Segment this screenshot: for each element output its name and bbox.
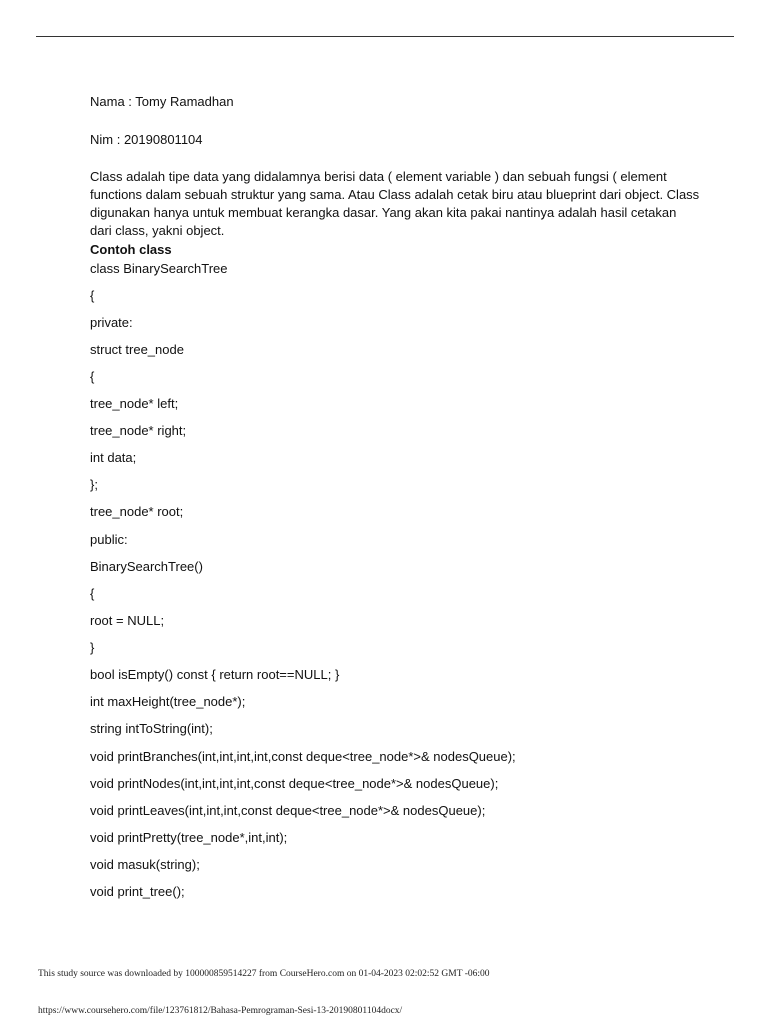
code-line: } xyxy=(90,640,95,655)
class-definition-paragraph: Class adalah tipe data yang didalamnya berisi data ( element variable ) dan sebuah fungsi ( element functions dalam sebuah struktur yang sama. Atau Class adalah cetak biru atau blueprint dari object. Class digunakan hanya untuk membuat kerangka dasar. Yang akan kita pakai nantinya adalah hasil cetakan dari class, yakni object. xyxy=(90,169,700,238)
code-line: void printBranches(int,int,int,int,const deque<tree_node*>& nodesQueue); xyxy=(90,749,516,764)
nim-line: Nim : 20190801104 xyxy=(90,132,203,147)
download-notice: This study source was downloaded by 100000859514227 from CourseHero.com on 01-04-2023 02:02:52 GMT -06:00 xyxy=(38,969,490,979)
code-line: public: xyxy=(90,532,128,547)
top-divider xyxy=(36,36,734,37)
code-line: }; xyxy=(90,477,98,492)
code-line: { xyxy=(90,369,95,384)
code-line: tree_node* left; xyxy=(90,396,179,411)
code-line: void printPretty(tree_node*,int,int); xyxy=(90,830,288,845)
code-line: struct tree_node xyxy=(90,342,184,357)
code-line: tree_node* right; xyxy=(90,423,187,438)
code-line: BinarySearchTree() xyxy=(90,559,203,574)
source-url: https://www.coursehero.com/file/123761812/Bahasa-Pemrograman-Sesi-13-20190801104docx/ xyxy=(38,1006,403,1016)
code-line: void printNodes(int,int,int,int,const deque<tree_node*>& nodesQueue); xyxy=(90,776,499,791)
example-heading: Contoh class xyxy=(90,242,172,257)
code-line: int data; xyxy=(90,450,137,465)
code-line: bool isEmpty() const { return root==NULL; } xyxy=(90,667,340,682)
code-line: private: xyxy=(90,315,133,330)
code-line: { xyxy=(90,586,95,601)
code-line: root = NULL; xyxy=(90,613,165,628)
code-line: void printLeaves(int,int,int,const deque<tree_node*>& nodesQueue); xyxy=(90,803,486,818)
code-line: void print_tree(); xyxy=(90,884,185,899)
code-line: void masuk(string); xyxy=(90,857,200,872)
code-line: class BinarySearchTree xyxy=(90,261,228,276)
code-line: tree_node* root; xyxy=(90,504,184,519)
code-line: int maxHeight(tree_node*); xyxy=(90,694,246,709)
code-line: string intToString(int); xyxy=(90,721,213,736)
name-line: Nama : Tomy Ramadhan xyxy=(90,94,234,109)
code-line: { xyxy=(90,288,95,303)
